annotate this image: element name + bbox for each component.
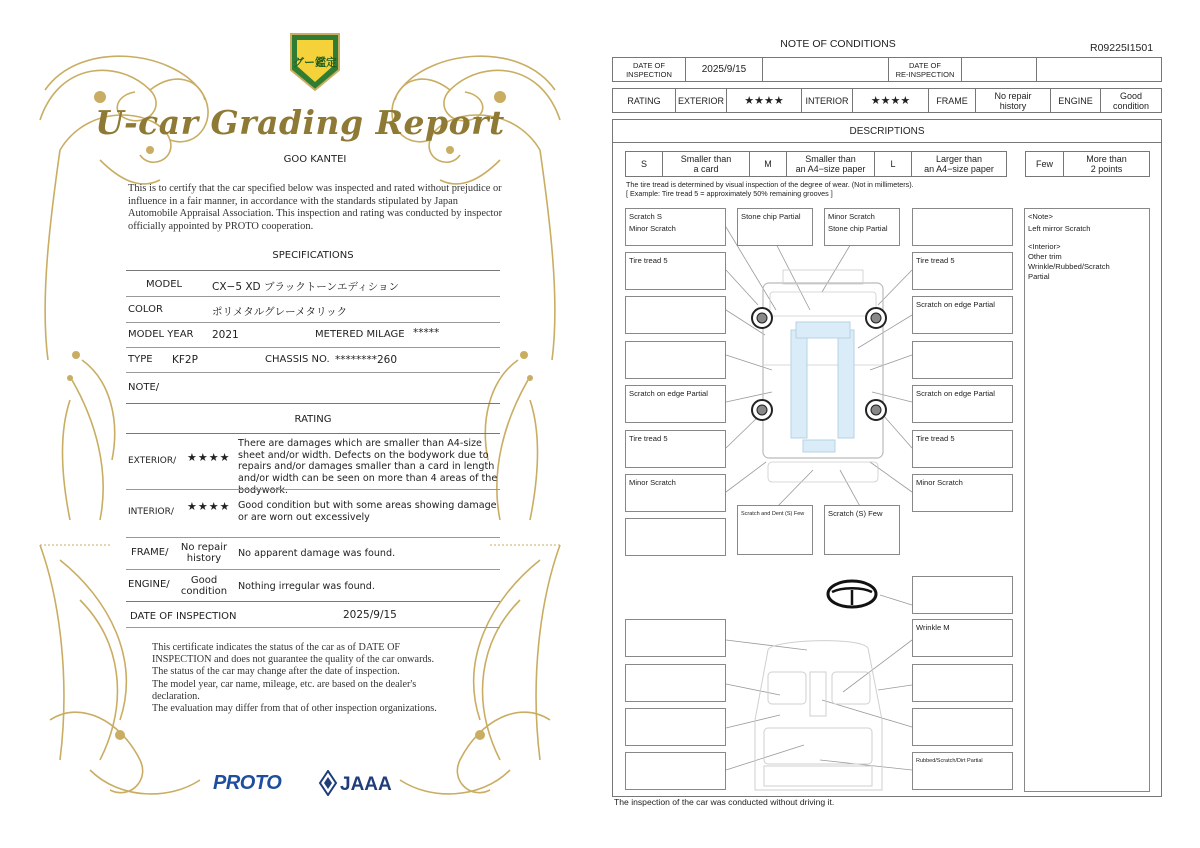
note-box: Minor Scratch (912, 474, 1013, 512)
exterior-description: There are damages which are smaller than A4-size sheet and/or width. Defects on the bodywork due to repairs and/or damages smaller than a card in length and/or width can be seen on more than 4 areas of the bodywork. (238, 438, 498, 496)
jaaa-logo: JAAA (340, 774, 392, 795)
frame-value: No repair history (976, 89, 1051, 112)
disclaimer-line: declaration. (152, 690, 200, 702)
chassis-label: CHASSIS NO. (265, 354, 330, 365)
legend-few: Few (1026, 152, 1064, 176)
inspection-date-value: 2025/9/15 (343, 609, 397, 621)
inspection-date-label: DATE OF INSPECTION (130, 611, 237, 622)
note-box: Scratch (S) Few (824, 505, 900, 555)
type-value: KF2P (172, 354, 198, 366)
color-label: COLOR (128, 304, 163, 315)
reinspection-label: DATE OF RE-INSPECTION (889, 58, 962, 81)
engine-description: Nothing irregular was found. (238, 581, 375, 592)
engine-value-line1: Good (190, 575, 218, 586)
date-of-inspection-value: 2025/9/15 (686, 58, 763, 81)
divider (126, 322, 500, 323)
certificate-subtitle: GOO KANTEI (283, 154, 347, 165)
frame-label: FRAME/ (131, 547, 169, 558)
frame-label: FRAME (929, 89, 976, 112)
model-year-label: MODEL YEAR (128, 329, 194, 340)
note-box: Tire tread 5 (625, 252, 726, 290)
note-box (625, 296, 726, 334)
note-of-conditions-sheet (600, 0, 1200, 848)
divider (126, 601, 500, 602)
note-box (912, 576, 1013, 614)
note-box: Stone chip Partial (737, 208, 813, 246)
model-value: CX−5 XD ブラックトーンエディション (212, 281, 399, 293)
note-line: Partial (1028, 272, 1050, 281)
note-box: Scratch on edge Partial (912, 385, 1013, 423)
note-box (912, 341, 1013, 379)
divider (126, 537, 500, 538)
divider (126, 569, 500, 570)
note-box (625, 341, 726, 379)
legend-l-desc: Larger than an A4−size paper (924, 154, 994, 174)
reference-number: R09225I1501 (1090, 42, 1154, 54)
disclaimer-line: This certificate indicates the status of the car as of DATE OF (152, 642, 401, 653)
interior-description: Good condition but with some areas showing damage or are worn out excessively (238, 500, 497, 523)
certificate-intro: This is to certify that the car specified below was inspected and rated without prejudice or influence in a fair manner, in accordance with the standards stipulated by Japan Automobile Appraisal Association. This inspection and rating was conducted by inspector officially appointed by PROTO cooperation. (128, 183, 503, 232)
engine-value (174, 575, 234, 597)
interior-heading: <Interior> (1028, 242, 1061, 251)
note-line: Other trim (1028, 252, 1062, 261)
rating-label: RATING (613, 89, 676, 112)
type-label: TYPE (128, 354, 153, 365)
chassis-value: ********260 (335, 354, 398, 366)
note-box: Scratch on edge Partial (912, 296, 1013, 334)
proto-logo: PROTO (213, 772, 282, 794)
note-box (625, 664, 726, 702)
divider (126, 347, 500, 348)
badge-text: グー鑑定 (293, 56, 337, 69)
legend-s: S (626, 152, 663, 176)
tire-tread-note: The tire tread is determined by visual inspection of the degree of wear. (Not in millimeters). (626, 180, 914, 189)
interior-stars: ★★★★ (187, 500, 231, 513)
note-box: Scratch on edge Partial (625, 385, 726, 423)
disclaimer-line: The status of the car may change after the date of inspection. (152, 666, 400, 678)
divider (126, 489, 500, 490)
engine-label: ENGINE (1051, 89, 1101, 112)
note-box (912, 664, 1013, 702)
note-line: Wrinkle/Rubbed/Scratch (1028, 262, 1110, 271)
note-box: Rubbed/Scratch/Dirt Partial (912, 752, 1013, 790)
note-box: Tire tread 5 (912, 252, 1013, 290)
divider (126, 372, 500, 373)
model-label: MODEL (146, 279, 183, 290)
color-value: ポリメタルグレーメタリック (212, 306, 348, 318)
note-box: Tire tread 5 (912, 430, 1013, 468)
legend-s-desc: Smaller than a card (663, 152, 750, 176)
frame-value (174, 542, 234, 564)
steering-wheel-icon (828, 581, 876, 607)
frame-value-line1: No repair (180, 542, 228, 553)
divider (126, 433, 500, 434)
certificate-title: U-car Grading Report (95, 103, 505, 142)
exterior-label: EXTERIOR (676, 89, 727, 112)
general-notes-panel (1024, 208, 1150, 792)
divider (126, 296, 500, 297)
note-box: Scratch and Dent (S) Few (737, 505, 813, 555)
certificate-disclaimer (152, 642, 492, 715)
note-box: Wrinkle M (912, 619, 1013, 657)
note-box (625, 619, 726, 657)
rating-heading: RATING (294, 414, 332, 425)
note-box (912, 708, 1013, 746)
note-box: Scratch S Minor Scratch (625, 208, 726, 246)
note-line: Left mirror Scratch (1028, 223, 1091, 233)
divider (126, 403, 500, 404)
disclaimer-line: INSPECTION and does not guarantee the quality of the car onwards. (152, 654, 435, 666)
model-year-value: 2021 (212, 329, 239, 341)
legend-m: M (750, 152, 787, 176)
note-box (912, 208, 1013, 246)
frame-value-line2: history (186, 553, 222, 564)
sheet-footer-note: The inspection of the car was conducted without driving it. (614, 797, 835, 807)
note-box (625, 518, 726, 556)
engine-label: ENGINE/ (128, 579, 170, 590)
interior-stars: ★★★★ (853, 89, 929, 112)
disclaimer-line: The model year, car name, mileage, etc. are based on the dealer's (152, 678, 417, 690)
engine-value-line2: condition (180, 586, 228, 597)
legend-few-desc: More than 2 points (1086, 154, 1127, 174)
descriptions-heading: DESCRIPTIONS (612, 119, 1162, 143)
specifications-heading: SPECIFICATIONS (272, 250, 354, 261)
mileage-value: ***** (413, 327, 440, 339)
disclaimer-line: The evaluation may differ from that of other inspection organizations. (152, 703, 437, 715)
notes-heading: <Note> (1028, 212, 1053, 221)
note-box (625, 708, 726, 746)
legend-l: L (875, 152, 912, 176)
interior-label: INTERIOR (802, 89, 853, 112)
note-box: Tire tread 5 (625, 430, 726, 468)
mileage-label: METERED MILAGE (315, 329, 405, 340)
exterior-stars: ★★★★ (187, 451, 231, 464)
sheet-title: NOTE OF CONDITIONS (780, 38, 896, 50)
note-box: Minor Scratch (625, 474, 726, 512)
divider (126, 627, 500, 628)
tire-tread-example: [ Example: Tire tread 5 = approximately 50% remaining grooves ] (626, 189, 833, 198)
engine-value: Good condition (1112, 90, 1150, 111)
frame-description: No apparent damage was found. (238, 548, 396, 559)
legend-m-desc: Smaller than an A4−size paper (787, 152, 875, 176)
date-of-inspection-label: DATE OF INSPECTION (613, 58, 686, 81)
jaaa-logo-mark (318, 770, 338, 796)
interior-label: INTERIOR/ (128, 507, 174, 517)
note-box (625, 752, 726, 790)
goo-kantei-badge (287, 30, 343, 94)
note-label: NOTE/ (128, 382, 160, 393)
exterior-label: EXTERIOR/ (128, 456, 177, 466)
divider (126, 270, 500, 271)
exterior-stars: ★★★★ (727, 89, 802, 112)
note-box: Minor Scratch Stone chip Partial (824, 208, 900, 246)
